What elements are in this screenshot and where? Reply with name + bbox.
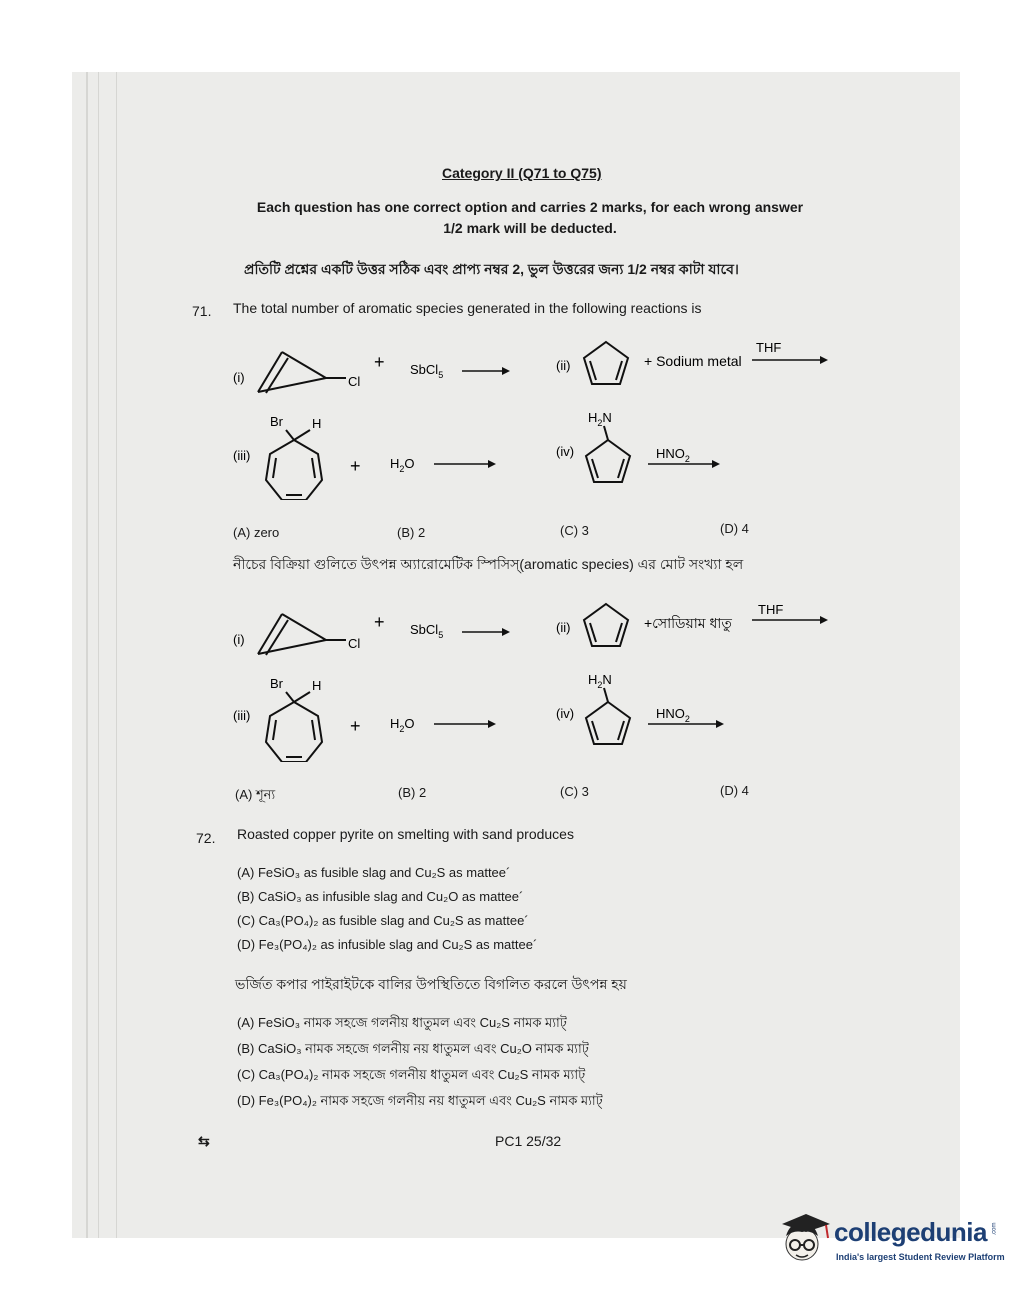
option-b: (B) CaSiO₃ as infusible slag and Cu₂O as mattee´ [237,889,524,904]
bromo-label: Br [270,676,283,691]
sodium-metal-reagent: + Sodium metal [644,353,742,369]
question-stem-en: The total number of aromatic species generated in the following reactions is [233,300,702,316]
label-ii: (ii) [556,620,571,635]
label-i: (i) [233,632,245,647]
reaction-arrow [462,628,510,636]
sbcl5-reagent: SbCl$_5$ [410,362,444,380]
reaction-arrow [752,616,828,624]
sbcl5-reagent: SbCl$_5$ [410,622,444,640]
cycloheptatriene-structure [266,692,322,762]
brand-tagline: India's largest Student Review Platform [836,1252,1005,1262]
cyclopropene-structure [258,614,346,655]
option-d-bn: (D) Fe₃(PO₄)₂ নামক সহজে গলনীয় নয় ধাতুমল এবং Cu₂S নামক ম্যাট্ [237,1093,603,1108]
category-heading: Category II (Q71 to Q75) [442,165,602,181]
brand-domain: .com [991,1222,998,1236]
option-c: (C) 3 [560,523,589,538]
option-d-bn: (D) 4 [720,783,749,798]
reaction-scheme-en [0,330,1032,500]
thf-label: THF [756,340,782,355]
amino-label: $H_2N$ [588,410,612,428]
label-i: (i) [233,370,245,385]
question-stem-en: Roasted copper pyrite on smelting with sand produces [237,826,574,842]
instruction-en-line1: Each question has one correct option and carries 2 marks, for each wrong answer [256,199,804,215]
option-b-bn: (B) CaSiO₃ নামক সহজে গলনীয় নয় ধাতুমল এবং Cu₂O নামক ম্যাট্ [237,1041,589,1056]
plus-sign: + [374,612,385,632]
question-number: 72. [196,830,216,846]
option-d: (D) 4 [720,521,749,536]
plus-sign: + [350,456,361,476]
hydrogen-label: H [312,678,322,693]
option-a: (A) zero [233,525,280,540]
sodium-metal-reagent-bn: +সোডিয়াম ধাতু [644,615,732,631]
page-number: PC1 25/32 [495,1133,562,1149]
option-c-bn: (C) 3 [560,784,589,799]
label-iv: (iv) [556,444,575,459]
cyclopentadiene-amine-structure [586,688,630,744]
page-mark: ⇆ [198,1133,210,1149]
reaction-scheme-bn [0,592,1032,762]
instruction-en-line2: 1/2 mark will be deducted. [443,220,617,236]
cyclopentadiene-structure [584,604,628,646]
hno2-reagent: $HNO_2$ [656,446,690,464]
cycloheptatriene-structure [266,430,322,500]
option-b-bn: (B) 2 [398,785,427,800]
water-reagent: $H_2O$ [390,456,415,474]
collegedunia-mascot-icon [776,1210,832,1274]
label-iii: (iii) [233,708,251,723]
reaction-arrow [752,356,828,364]
question-number: 71. [192,303,212,319]
brand-name: collegedunia [834,1217,987,1247]
bromo-label: Br [270,414,283,429]
reaction-arrow [434,460,496,468]
option-a: (A) FeSiO₃ as fusible slag and Cu₂S as mattee´ [237,865,511,880]
label-ii: (ii) [556,358,571,373]
instruction-bn: প্রতিটি প্রশ্নের একটি উত্তর সঠিক এবং প্রাপ্য নম্বর 2, ভুল উত্তরের জন্য 1/2 নম্বর কাটা যাবে। [244,261,739,277]
hno2-reagent: $HNO_2$ [656,706,690,724]
option-b: (B) 2 [397,525,426,540]
cyclopropene-structure [258,352,346,393]
amino-label: $H_2N$ [588,672,612,690]
chloro-label: Cl [348,374,361,389]
question-stem-bn: ভর্জিত কপার পাইরাইটকে বালির উপস্থিতিতে বিগলিত করলে উৎপন্ন হয় [235,976,627,992]
thf-label: THF [758,602,784,617]
option-c-bn: (C) Ca₃(PO₄)₂ নামক সহজে গলনীয় ধাতুমল এবং Cu₂S নামক ম্যাট্ [237,1067,586,1082]
option-c: (C) Ca₃(PO₄)₂ as fusible slag and Cu₂S as mattee´ [237,913,529,928]
option-a-bn: (A) FeSiO₃ নামক সহজে গলনীয় ধাতুমল এবং Cu₂S নামক ম্যাট্ [237,1015,567,1030]
water-reagent: $H_2O$ [390,716,415,734]
question-stem-bn: নীচের বিক্রিয়া গুলিতে উৎপন্ন অ্যারোমেটিক স্পিসিস্(aromatic species) এর মোট সংখ্যা হল [233,556,744,572]
label-iv: (iv) [556,706,575,721]
cyclopentadiene-amine-structure [586,426,630,482]
plus-sign: + [350,716,361,736]
option-d: (D) Fe₃(PO₄)₂ as infusible slag and Cu₂S as mattee´ [237,937,538,952]
plus-sign: + [374,352,385,372]
hydrogen-label: H [312,416,322,431]
reaction-arrow [462,367,510,375]
chloro-label: Cl [348,636,361,651]
option-a-bn: (A) শূন্য [235,787,276,802]
label-iii: (iii) [233,448,251,463]
cyclopentadiene-structure [584,342,628,384]
reaction-arrow [434,720,496,728]
